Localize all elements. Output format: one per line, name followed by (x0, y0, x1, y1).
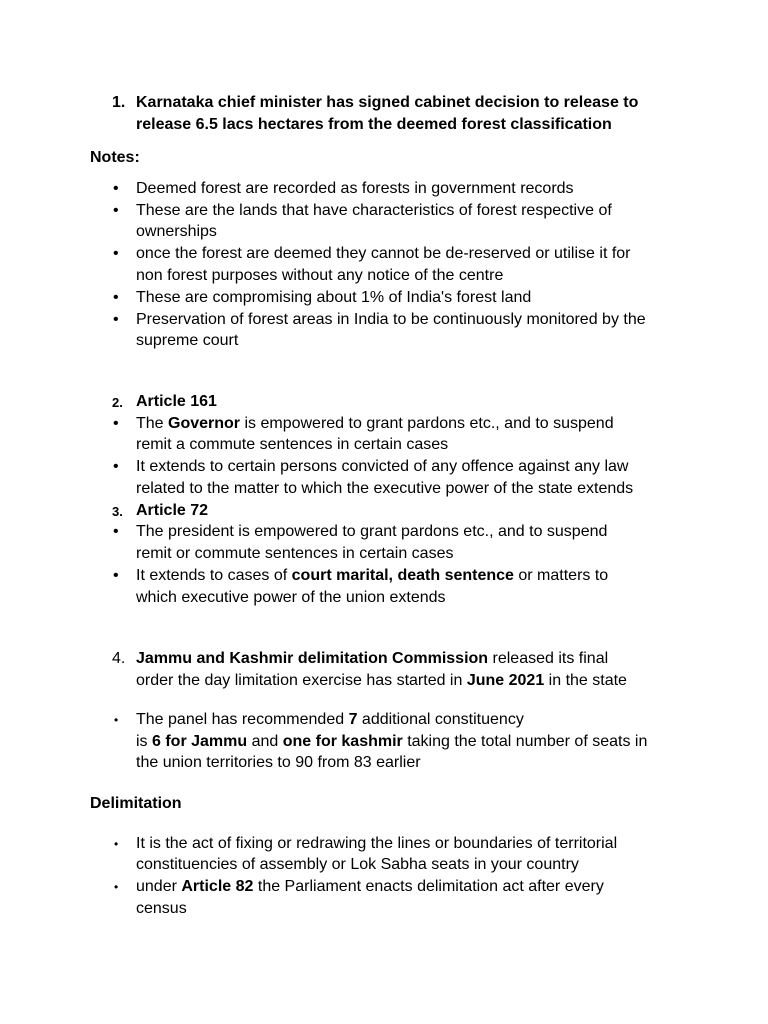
article-161-bullet-2-line1: It extends to certain persons convicted of any offence against any law (136, 458, 629, 475)
bullet-icon: • (113, 202, 119, 219)
article-161-bullet-1-line2: remit a commute sentences in certain cases (136, 436, 449, 453)
text: is (136, 733, 152, 750)
list-number-1: 1. (112, 94, 126, 111)
article-72-bullet-1-line1: The president is empowered to grant pardons etc., and to suspend (136, 523, 608, 540)
bold-term: 6 for Jammu (152, 733, 248, 750)
text: released its final (488, 650, 609, 667)
bold-term: one for kashmir (282, 733, 403, 750)
bullet-icon: • (114, 880, 119, 894)
notes-bullet-4: These are compromising about 1% of India's forest land (136, 289, 532, 306)
section4-bullet-line2 (136, 731, 647, 753)
section1-title-line2: release 6.5 lacs hectares from the deemed forest classification (136, 116, 612, 133)
notes-bullet-2-line2: ownerships (136, 223, 217, 240)
text: and (247, 733, 283, 750)
text: under (136, 878, 182, 895)
delimitation-bullet-2-line2: census (136, 900, 187, 917)
bullet-icon: • (113, 567, 119, 584)
section4-bullet-line1 (136, 709, 524, 731)
text: The (136, 415, 169, 432)
text: additional constituency (357, 711, 524, 728)
bullet-icon: • (113, 415, 119, 432)
text: in the state (544, 672, 627, 689)
bold-term: June 2021 (466, 672, 545, 689)
text: taking the total number of seats in (402, 733, 648, 750)
delimitation-bullet-1-line2: constituencies of assembly or Lok Sabha seats in your country (136, 856, 579, 873)
bold-term: 7 (348, 711, 358, 728)
bullet-icon: • (114, 837, 119, 851)
article-161-title: Article 161 (136, 393, 217, 410)
text: is empowered to grant pardons etc., and to suspend (240, 415, 614, 432)
bold-term: Jammu and Kashmir delimitation Commission (136, 650, 489, 667)
notes-bullet-5-line2: supreme court (136, 332, 239, 349)
notes-bullet-3-line1: once the forest are deemed they cannot be de-reserved or utilise it for (136, 245, 631, 262)
notes-bullet-5-line1: Preservation of forest areas in India to be continuously monitored by the (136, 311, 646, 328)
text: the Parliament enacts delimitation act after every (253, 878, 604, 895)
bullet-icon: • (113, 458, 119, 475)
bullet-icon: • (113, 245, 119, 262)
article-72-bullet-2-line1 (136, 565, 608, 587)
article-72-bullet-2-line2: which executive power of the union extends (136, 589, 446, 606)
delimitation-heading: Delimitation (90, 795, 182, 812)
text: or matters to (513, 567, 609, 584)
bold-term: court marital, death sentence (291, 567, 514, 584)
list-number-2: 2. (112, 395, 123, 410)
notes-label: Notes: (90, 149, 140, 166)
text: order the day limitation exercise has started in (136, 672, 467, 689)
bullet-icon: • (113, 311, 119, 328)
article-161-bullet-2-line2: related to the matter to which the executive power of the state extends (136, 480, 634, 497)
notes-bullet-1: Deemed forest are recorded as forests in government records (136, 180, 574, 197)
governor-term: Governor (168, 415, 241, 432)
article-72-bullet-1-line2: remit or commute sentences in certain cases (136, 545, 454, 562)
bold-term: Article 82 (181, 878, 254, 895)
section4-line1 (136, 648, 608, 670)
text: It extends to cases of (136, 567, 292, 584)
article-72-title: Article 72 (136, 502, 209, 519)
bullet-icon: • (113, 523, 119, 540)
bullet-icon: • (114, 713, 119, 727)
delimitation-bullet-2-line1 (136, 876, 604, 898)
section4-line2 (136, 670, 627, 692)
list-number-3: 3. (112, 504, 123, 519)
bullet-icon: • (113, 180, 119, 197)
text: The panel has recommended (136, 711, 349, 728)
section1-title-line1: Karnataka chief minister has signed cabinet decision to release to (136, 94, 639, 111)
section4-bullet-line3: the union territories to 90 from 83 earlier (136, 754, 421, 771)
notes-bullet-2-line1: These are the lands that have characteristics of forest respective of (136, 202, 612, 219)
notes-bullet-3-line2: non forest purposes without any notice of the centre (136, 267, 504, 284)
bullet-icon: • (113, 289, 119, 306)
delimitation-bullet-1-line1: It is the act of fixing or redrawing the lines or boundaries of territorial (136, 835, 618, 852)
article-161-bullet-1-line1 (136, 413, 614, 435)
list-number-4: 4. (112, 650, 126, 667)
